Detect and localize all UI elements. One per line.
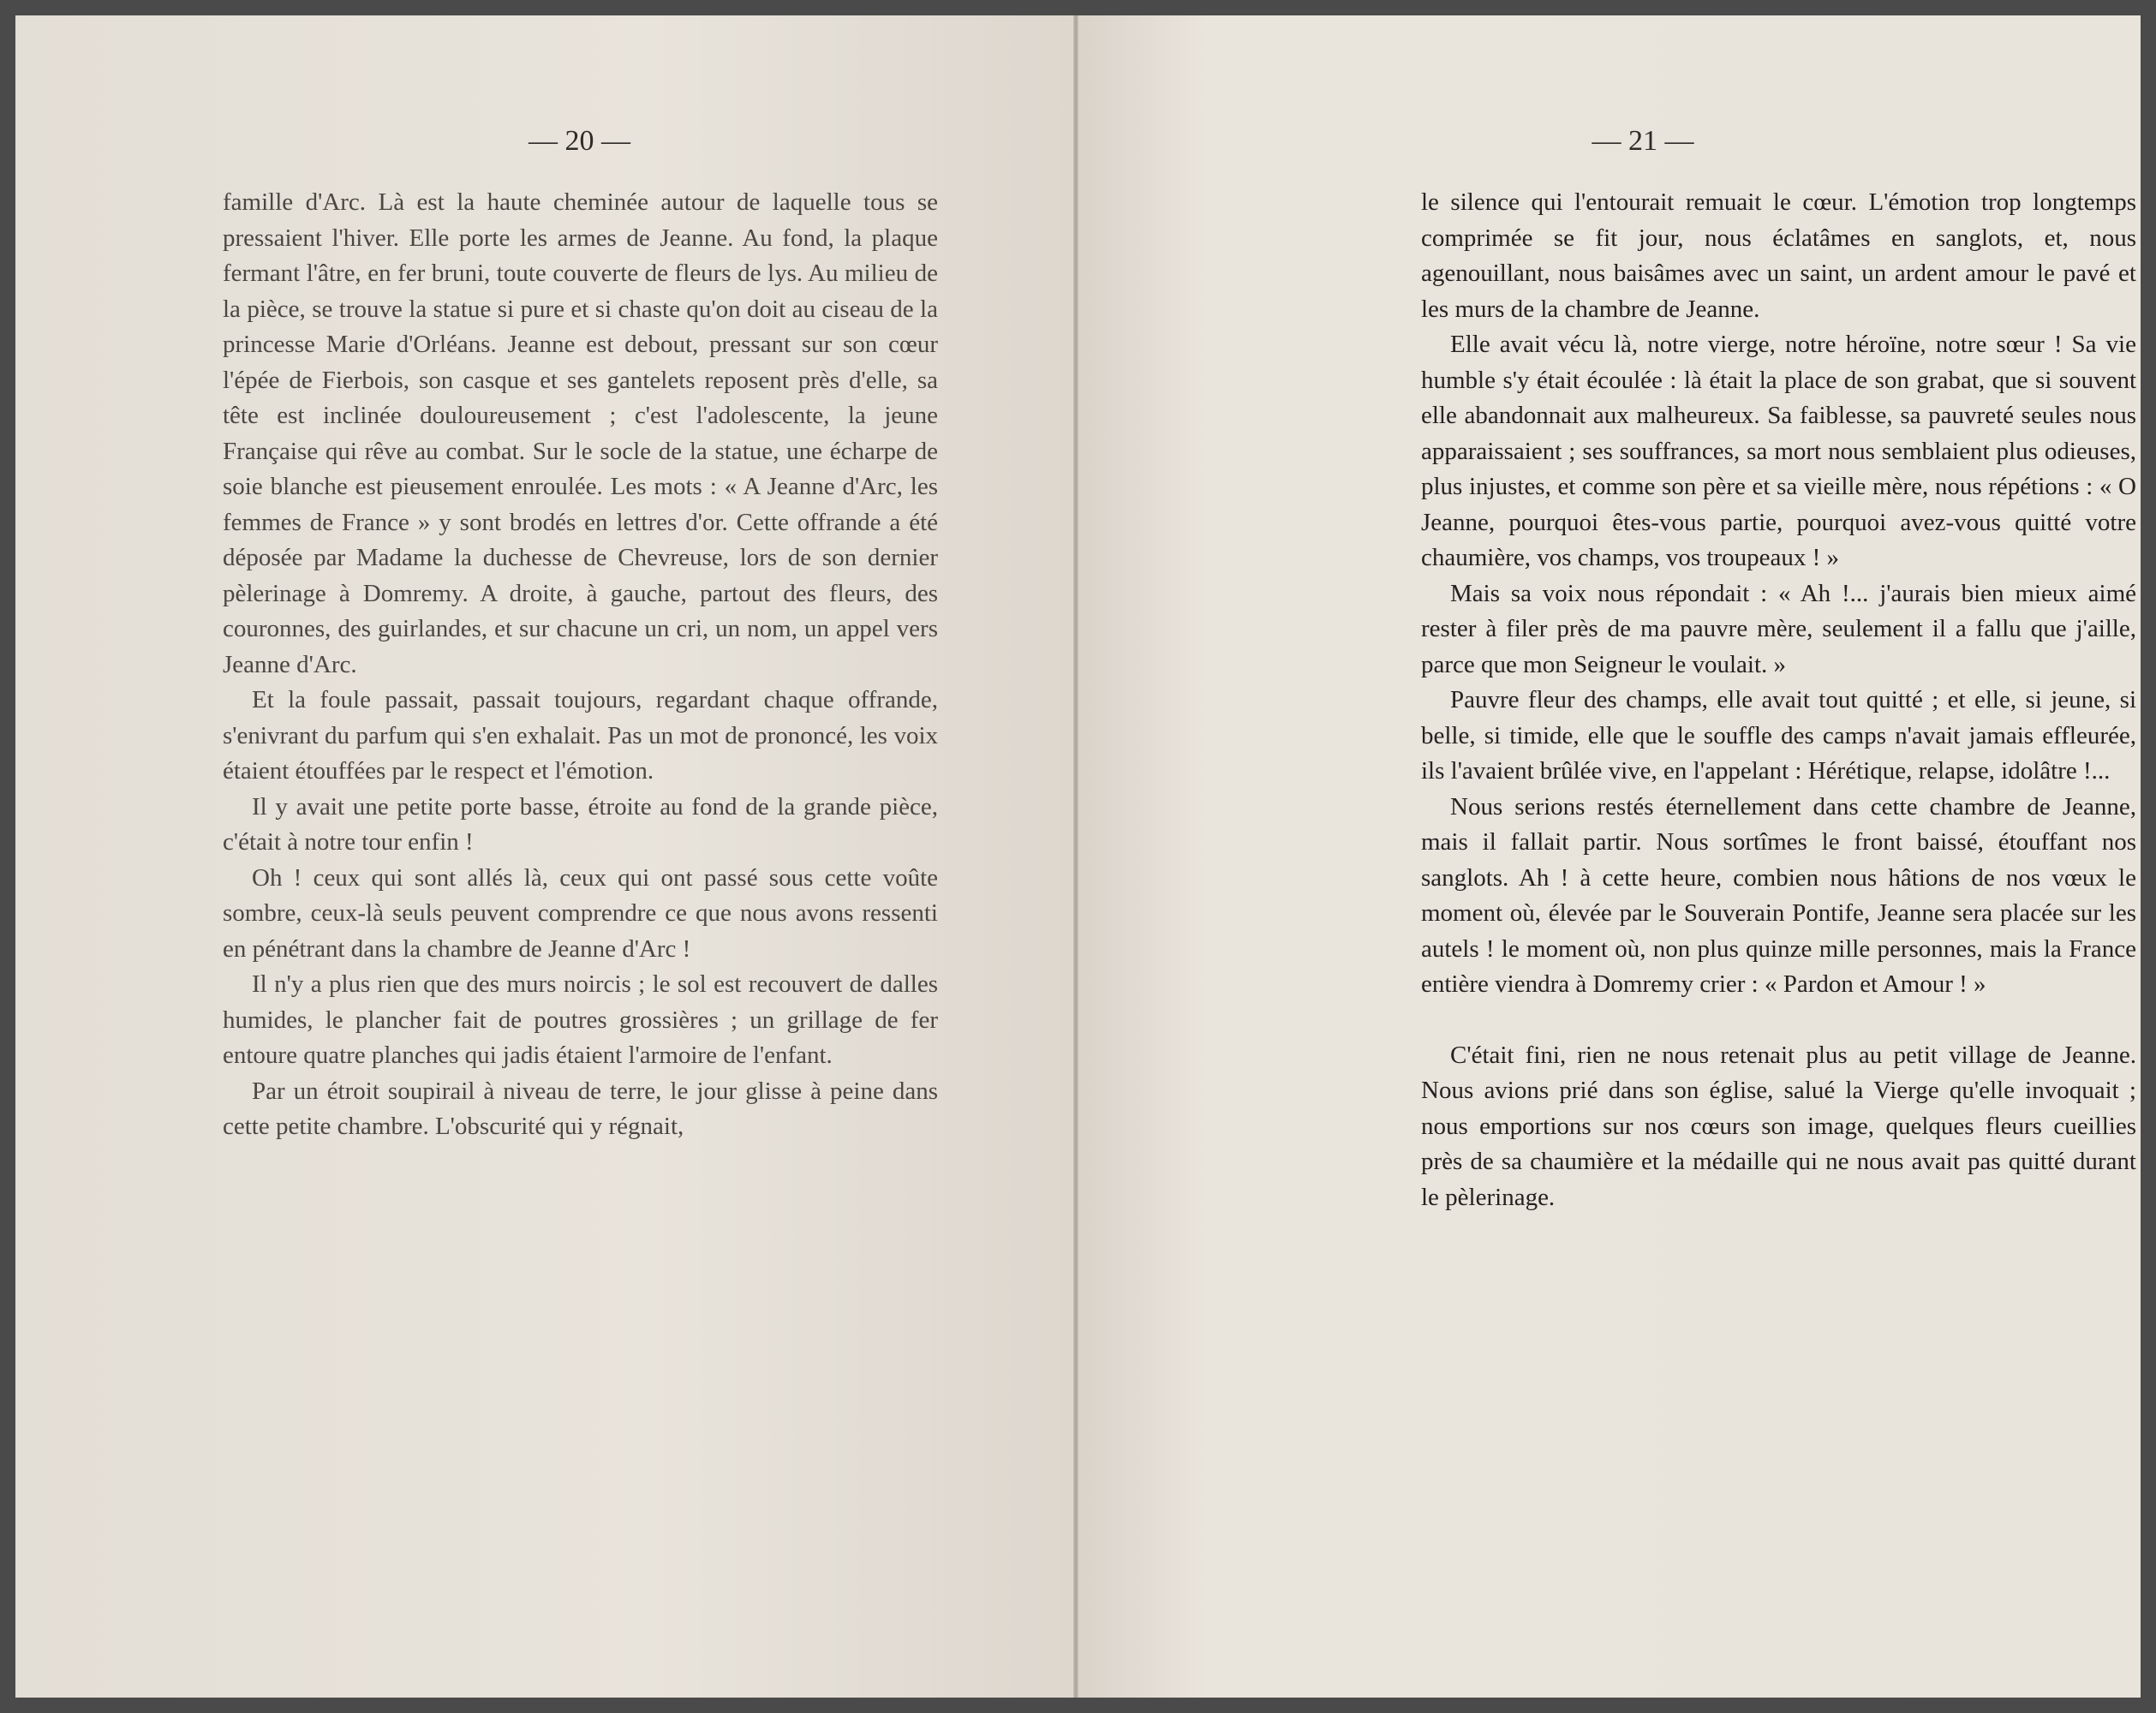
page-number-left: — 20 — bbox=[529, 125, 630, 157]
book-gutter bbox=[1073, 15, 1078, 1698]
left-page bbox=[15, 15, 1075, 1698]
paragraph: famille d'Arc. Là est la haute cheminée autour de laquelle tous se pressaient l'hiver. Elle porte les armes de Jeanne. Au fond, la plaque fermant l'âtre, en fer bruni, toute couverte de fleurs de lys. Au milieu de la pièce, se trouve la statue si pure et si chaste qu'on doit au ciseau de la princesse Marie d'Orléans. Jeanne est debout, pressant sur son cœur l'épée de Fierbois, son casque et ses gantelets reposent près d'elle, sa tête est inclinée douloureusement ; c'est l'adolescente, la jeune Française qui rêve au combat. Sur le socle de la statue, une écharpe de soie blanche est pieusement enroulée. Les mots : « A Jeanne d'Arc, les femmes de France » y sont brodés en lettres d'or. Cette offrande a été déposée par Madame la duchesse de Chevreuse, lors de son dernier pèlerinage à Domremy. A droite, à gauche, partout des fleurs, des couronnes, des guirlandes, et sur chacune un cri, un nom, un appel vers Jeanne d'Arc. bbox=[223, 188, 938, 678]
paragraph: Elle avait vécu là, notre vierge, notre héroïne, notre sœur ! Sa vie humble s'y était écoulée : là était la place de son grabat, que si souvent elle abandonnait aux malheureux. Sa faiblesse, sa pauvreté seules nous apparaissaient ; ses souffrances, sa mort nous semblaient plus odieuses, plus injustes, et comme son père et sa vieille mère, nous répétions : « O Jeanne, pourquoi êtes-vous partie, pourquoi avez-vous quitté votre chaumière, vos champs, vos troupeaux ! » bbox=[1421, 331, 2136, 571]
paragraph: Nous serions restés éternellement dans cette chambre de Jeanne, mais il fallait partir. Nous sortîmes le front baissé, étouffant nos sanglots. Ah ! à cette heure, combien nous hâtions de nos vœux le moment où, élevée par le Souverain Pontife, Jeanne sera placée sur les autels ! le moment où, non plus quinze mille personnes, mais la France entière viendra à Domremy crier : « Pardon et Amour ! » bbox=[1421, 792, 2136, 998]
paragraph: le silence qui l'entourait remuait le cœur. L'émotion trop longtemps comprimée se fit jour, nous éclatâmes en sanglots, et, nous agenouillant, nous baisâmes avec un saint, un ardent amour le pavé et les murs de la chambre de Jeanne. bbox=[1421, 188, 2136, 323]
paragraph: Il y avait une petite porte basse, étroite au fond de la grande pièce, c'était à notre tour enfin ! bbox=[223, 792, 938, 856]
paragraph: Il n'y a plus rien que des murs noircis ; le sol est recouvert de dalles humides, le plancher fait de poutres grossières ; un grillage de fer entoure quatre planches qui jadis étaient l'armoire de l'enfant. bbox=[223, 970, 938, 1069]
paragraph: Et la foule passait, passait toujours, regardant chaque offrande, s'enivrant du parfum qui s'en exhalait. Pas un mot de prononcé, les voix étaient étouffées par le respect et l'émotion. bbox=[223, 686, 938, 785]
right-page bbox=[1075, 15, 2141, 1698]
left-page-text bbox=[223, 185, 938, 1145]
paragraph: Pauvre fleur des champs, elle avait tout quitté ; et elle, si jeune, si belle, si timide, elle que le souffle des camps n'avait jamais effleurée, ils l'avaient brûlée vive, en l'appelant : Hérétique, relapse, idolâtre !... bbox=[1421, 686, 2136, 785]
paragraph: Mais sa voix nous répondait : « Ah !... j'aurais bien mieux aimé rester à filer près de ma pauvre mère, seulement il a fallu que j'aille, parce que mon Seigneur le voulait. » bbox=[1421, 579, 2136, 678]
paragraph: Oh ! ceux qui sont allés là, ceux qui ont passé sous cette voûte sombre, ceux-là seuls peuvent comprendre ce que nous avons ressenti en pénétrant dans la chambre de Jeanne d'Arc ! bbox=[223, 863, 938, 963]
paragraph: Par un étroit soupirail à niveau de terre, le jour glisse à peine dans cette petite chambre. L'obscurité qui y régnait, bbox=[223, 1077, 938, 1140]
right-page-text bbox=[1421, 185, 2136, 1215]
paragraph: C'était fini, rien ne nous retenait plus au petit village de Jeanne. Nous avions prié dans son église, salué la Vierge qu'elle invoquait ; nous emportions sur nos cœurs son image, quelques fleurs cueillies près de sa chaumière et la médaille qui ne nous avait pas quitté durant le pèlerinage. bbox=[1421, 1041, 2136, 1211]
page-number-right: — 21 — bbox=[1592, 125, 1694, 157]
